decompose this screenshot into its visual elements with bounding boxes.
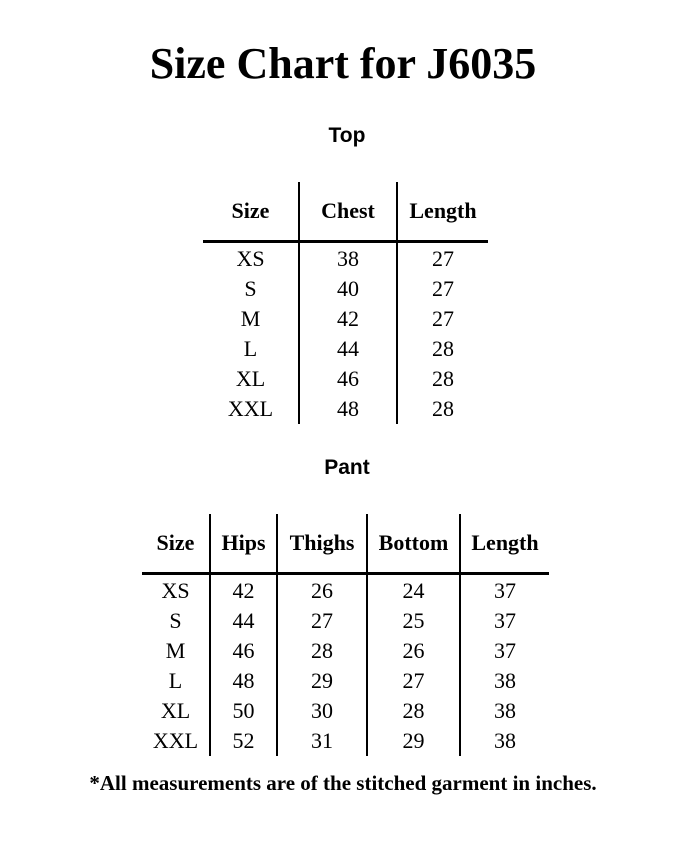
table-cell: 42 [299,304,397,334]
table-cell: 30 [277,696,367,726]
column-header: Length [397,182,488,242]
table-cell: 40 [299,274,397,304]
table-row [142,726,549,756]
table-row [203,334,488,364]
table-cell: M [203,304,299,334]
table-cell: 28 [432,366,454,391]
table-cell: 24 [367,574,460,607]
table-cell: S [142,606,210,636]
table-cell: 27 [432,246,454,271]
table-row [203,274,488,304]
column-header: Chest [299,182,397,242]
pant-size-table [142,514,549,756]
table-cell: 28 [432,336,454,361]
column-header: Thighs [277,514,367,574]
table-cell: 46 [299,364,397,394]
table-cell: 29 [367,726,460,756]
table-cell: 38 [299,242,397,275]
table-cell: 27 [277,606,367,636]
table-cell: L [142,666,210,696]
table-row [142,636,549,666]
table-row [142,696,549,726]
table-row [203,394,488,424]
table-cell: 44 [299,334,397,364]
table-cell: 37 [494,608,516,633]
page-title: Size Chart for J6035 [149,39,537,88]
table-cell: 28 [277,636,367,666]
table-cell: XXL [203,394,299,424]
table-cell: 25 [367,606,460,636]
table-row [203,364,488,394]
top-size-table [203,182,488,424]
table-row [203,304,488,334]
table-cell: XL [203,364,299,394]
table-cell: 38 [494,728,516,753]
table-cell: 26 [367,636,460,666]
pant-section-title: Pant [324,456,370,479]
table-cell: 48 [210,666,277,696]
table-cell: L [203,334,299,364]
table-cell: 28 [432,396,454,421]
table-row [142,574,549,607]
table-row [203,242,488,275]
table-cell: 44 [210,606,277,636]
table-cell: 46 [210,636,277,666]
table-cell: 48 [299,394,397,424]
table-cell: 42 [210,574,277,607]
column-header: Hips [210,514,277,574]
table-cell: 27 [432,306,454,331]
table-cell: M [142,636,210,666]
top-section-title: Top [328,124,366,147]
table-header-row [203,182,488,242]
table-cell: XXL [142,726,210,756]
table-cell: XS [203,242,299,275]
table-cell: XL [142,696,210,726]
table-cell: 28 [367,696,460,726]
table-cell: 50 [210,696,277,726]
table-row [142,666,549,696]
table-cell: 52 [210,726,277,756]
table-cell: 37 [494,638,516,663]
table-cell: 31 [277,726,367,756]
table-cell: XS [142,574,210,607]
table-row [142,606,549,636]
table-cell: 37 [494,578,516,603]
column-header: Bottom [367,514,460,574]
table-cell: 27 [367,666,460,696]
column-header: Size [203,182,299,242]
table-cell: 29 [277,666,367,696]
table-cell: 38 [494,698,516,723]
table-cell: 26 [277,574,367,607]
table-cell: 38 [494,668,516,693]
table-cell: 27 [432,276,454,301]
table-header-row [142,514,549,574]
column-header: Size [142,514,210,574]
table-cell: S [203,274,299,304]
measurement-footnote: *All measurements are of the stitched garment in inches. [89,771,597,795]
column-header: Length [460,514,549,574]
